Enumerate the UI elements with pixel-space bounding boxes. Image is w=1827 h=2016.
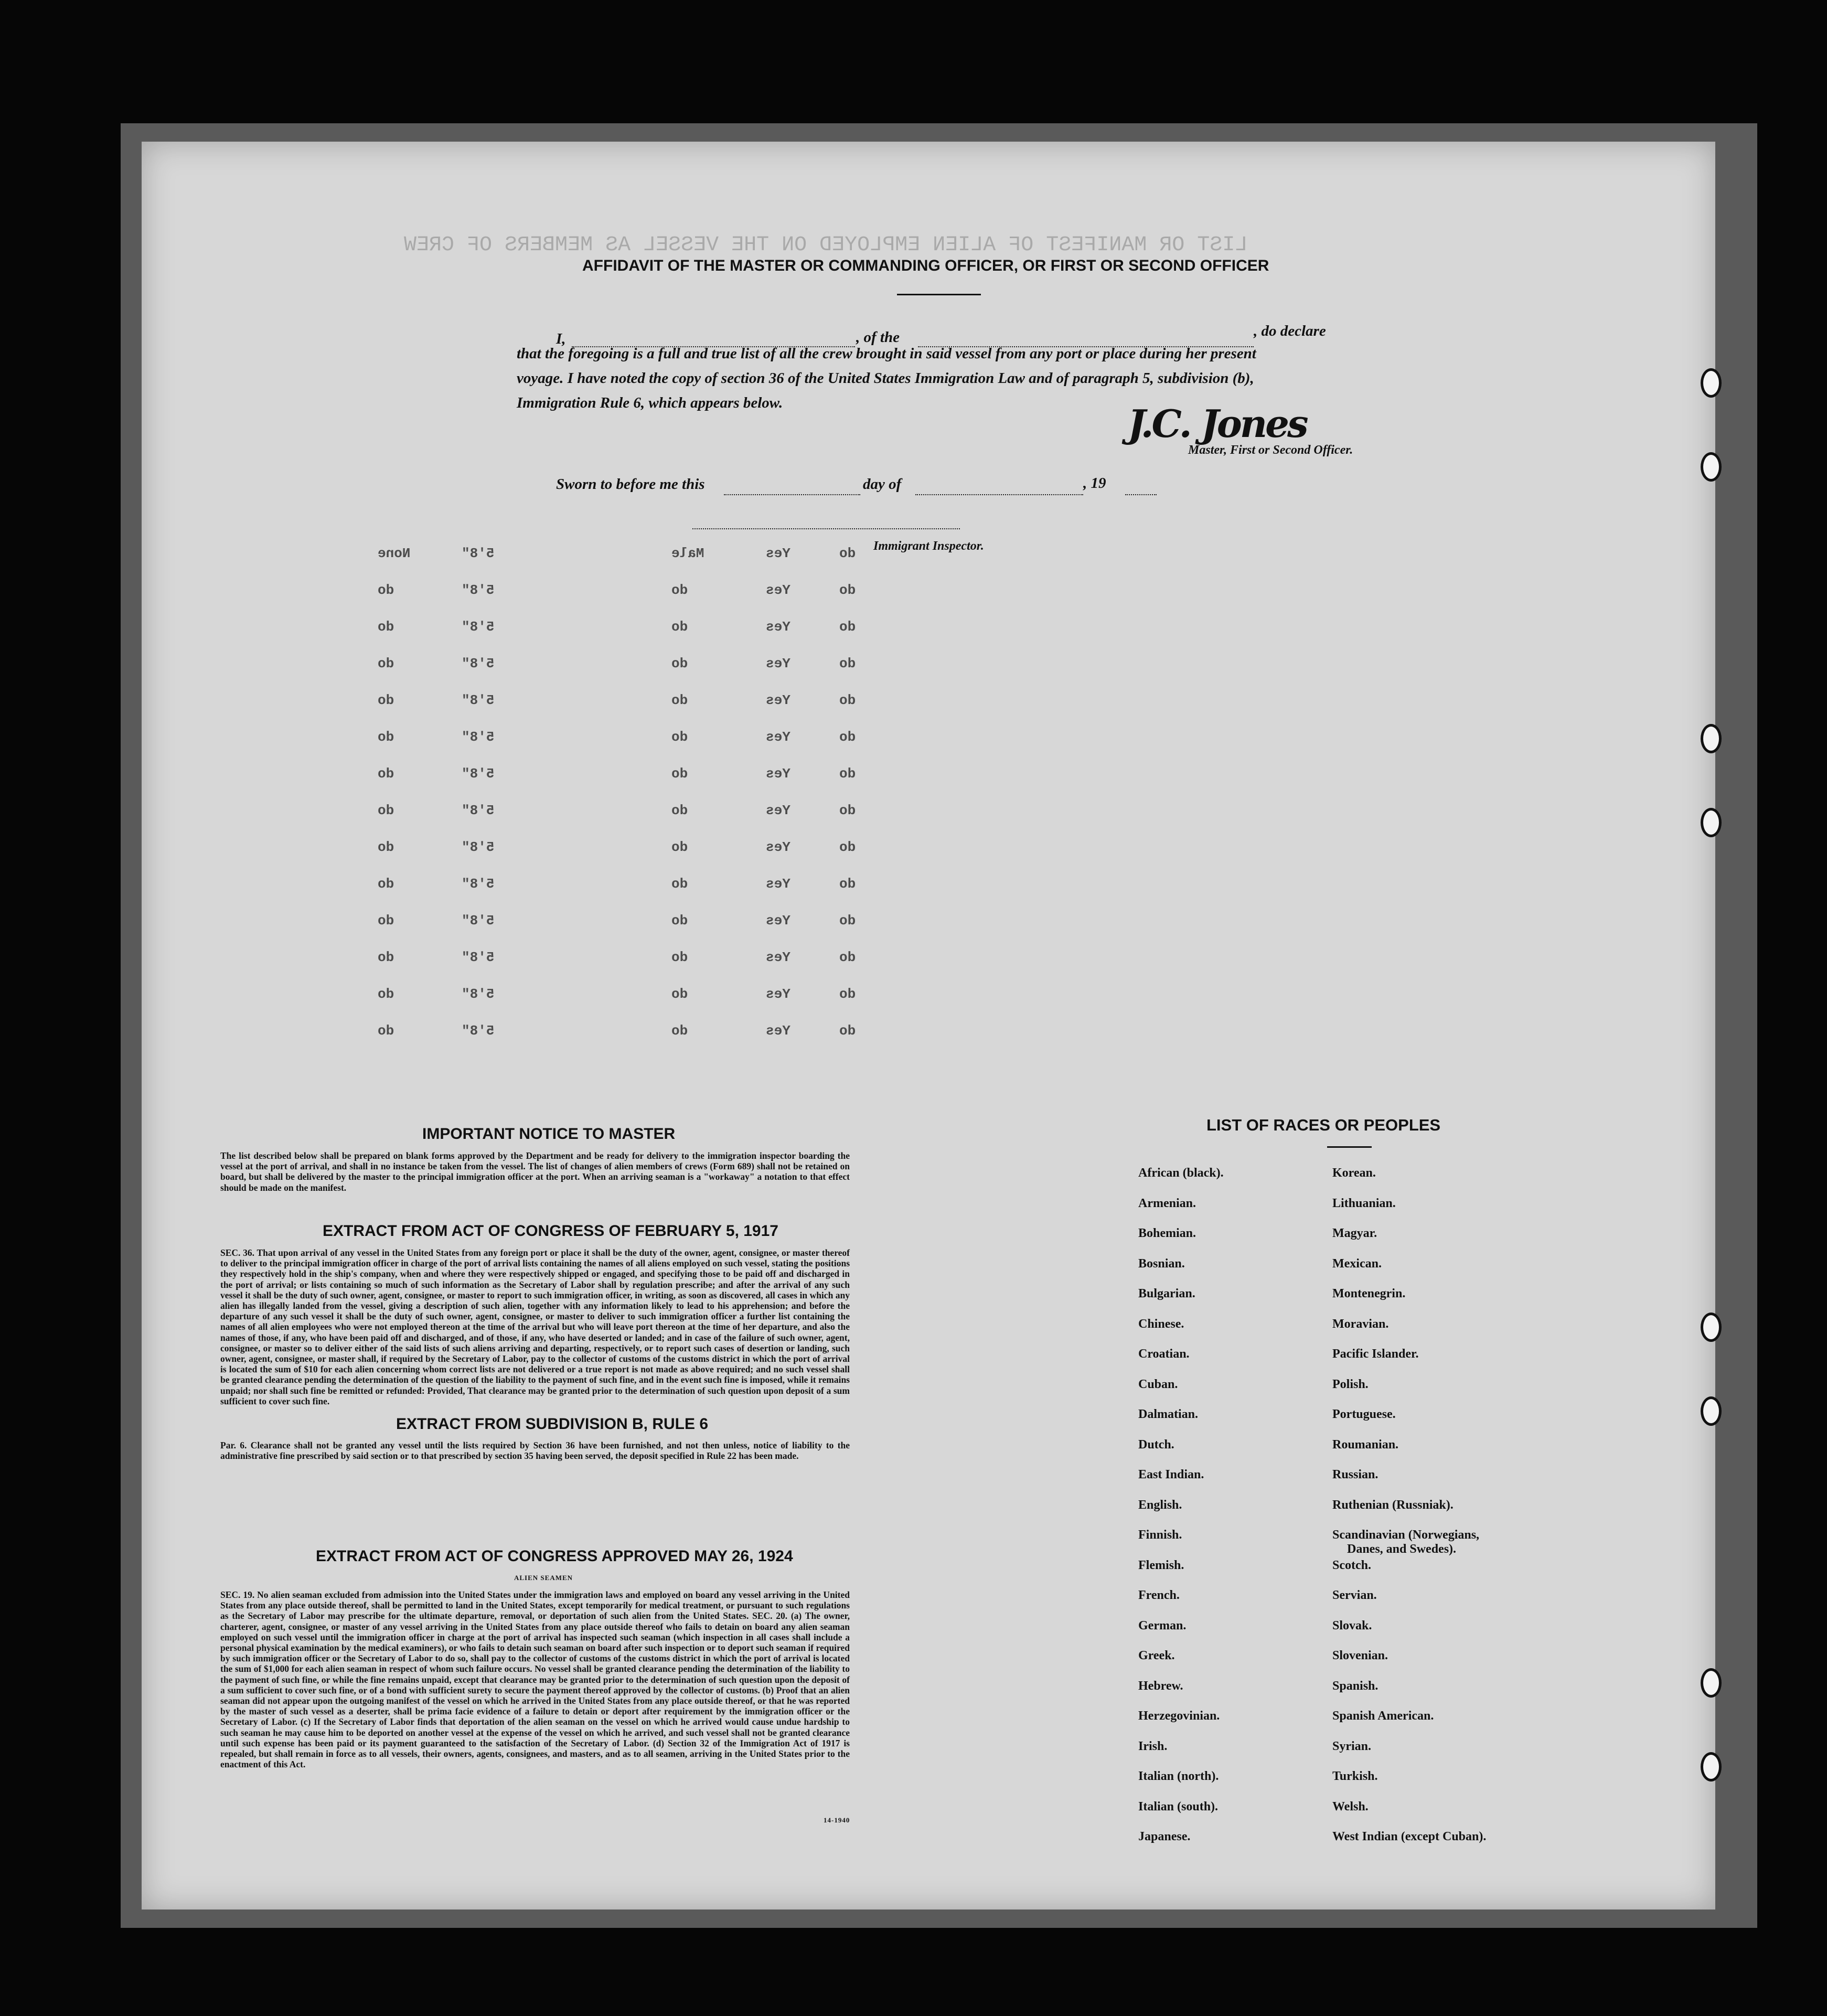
bleed-through-mark: do: [378, 619, 394, 635]
race-item: Italian (north).: [1138, 1769, 1219, 1783]
sworn-day-blank: [724, 494, 860, 495]
bleed-through-mark: Yes: [766, 656, 790, 671]
race-item: Bohemian.: [1138, 1226, 1196, 1240]
bleed-through-mark: do: [839, 839, 856, 855]
race-item: Croatian.: [1138, 1347, 1190, 1361]
inspector-caption: Immigrant Inspector.: [873, 539, 984, 553]
race-item: African (black).: [1138, 1166, 1224, 1180]
race-item: Italian (south).: [1138, 1799, 1219, 1814]
bleed-through-mark: do: [378, 913, 394, 929]
race-item: Hebrew.: [1138, 1679, 1183, 1693]
bleed-through-mark: do: [378, 766, 394, 782]
bleed-through-mark: Yes: [766, 692, 790, 708]
race-item: Flemish.: [1138, 1558, 1184, 1572]
race-item: Cuban.: [1138, 1377, 1178, 1391]
race-item: Dalmatian.: [1138, 1407, 1198, 1421]
race-item: Chinese.: [1138, 1317, 1184, 1331]
signature-caption: Master, First or Second Officer.: [1188, 443, 1353, 457]
race-item: Montenegrin.: [1332, 1287, 1406, 1300]
bleed-through-mark: do: [378, 582, 394, 598]
bleed-through-mark: Yes: [766, 913, 790, 929]
races-right-column: [1332, 1166, 1486, 1860]
bleed-through-mark: Male: [671, 546, 704, 561]
bleed-through-mark: do: [378, 656, 394, 671]
bleed-through-mark: do: [378, 986, 394, 1002]
bleed-through-mark: do: [378, 839, 394, 855]
sworn-month-blank: [915, 494, 1083, 495]
bleed-through-mark: Yes: [766, 546, 790, 561]
bleed-through-mark: do: [671, 729, 688, 745]
declaration-of-the: , of the: [856, 329, 900, 346]
inspector-signature-line: [692, 528, 960, 529]
bleed-through-mark: Yes: [766, 803, 790, 818]
bleed-through-mark: do: [378, 876, 394, 892]
race-item: Moravian.: [1332, 1317, 1389, 1331]
bleed-through-mark: do: [839, 986, 856, 1002]
declaration-declare: , do declare: [1254, 323, 1326, 339]
title-underline: [897, 294, 981, 295]
rule-6-body: Par. 6. Clearance shall not be granted any vessel until the lists required by Section 36 have been furnished, and not then unless, notice of liability to the administrative fine prescribed by said section or to that prescribed by section 35 having been served, the deposit specified in Rule 22 has been made.: [220, 1440, 850, 1462]
act-1924-subtitle: ALIEN SEAMEN: [514, 1574, 573, 1582]
bleed-through-mark: do: [839, 876, 856, 892]
binder-hole: [1701, 452, 1722, 482]
binder-hole: [1701, 724, 1722, 753]
race-item: Polish.: [1332, 1377, 1369, 1391]
sworn-year-blank: [1125, 494, 1157, 495]
race-item: Irish.: [1138, 1739, 1168, 1753]
bleed-through-mark: do: [671, 692, 688, 708]
sworn-prefix: Sworn to before me this: [556, 476, 705, 493]
bleed-through-mark: do: [378, 1023, 394, 1039]
bleed-through-mark: do: [671, 986, 688, 1002]
bleed-through-mark: do: [671, 950, 688, 965]
bleed-through-mark: Yes: [766, 766, 790, 782]
race-item: Spanish American.: [1332, 1709, 1434, 1723]
bleed-through-mark: do: [839, 950, 856, 965]
race-item: [1332, 1528, 1486, 1559]
binder-hole: [1701, 1313, 1722, 1342]
bleed-through-mark: 5'8": [462, 986, 495, 1002]
bleed-through-mark: do: [839, 729, 856, 745]
bleed-through-mark: Yes: [766, 729, 790, 745]
bleed-through-mark: do: [839, 692, 856, 708]
race-item: Ruthenian (Russniak).: [1332, 1498, 1454, 1512]
bleed-through-mark: 5'8": [462, 913, 495, 929]
sworn-year: , 19: [1083, 475, 1106, 492]
race-item: Greek.: [1138, 1649, 1175, 1662]
race-item: Syrian.: [1332, 1739, 1372, 1753]
bleed-through-mark: 5'8": [462, 876, 495, 892]
declaration-line-2: that the foregoing is a full and true list of all the crew brought in said vessel from any port or place during her present: [517, 345, 1256, 362]
form-number: 14-1940: [824, 1816, 850, 1824]
notice-body: The list described below shall be prepared on blank forms approved by the Department and be ready for delivery to the immigration inspector boarding the vessel at the port of arrival, and shall in no instance be taken from the vessel. The list of changes of alien members of crews (Form 689) shall not be retained on board, but shall be delivered by the master to the principal immigration officer at the port. When an arriving seaman is a "workaway" a notation to that effect should be made on the manifest.: [220, 1150, 850, 1193]
race-item: English.: [1138, 1498, 1182, 1512]
race-item: Servian.: [1332, 1588, 1377, 1602]
race-item: Magyar.: [1332, 1226, 1377, 1240]
race-item: Welsh.: [1332, 1799, 1369, 1814]
bleed-through-mark: do: [839, 913, 856, 929]
act-1917-title: EXTRACT FROM ACT OF CONGRESS OF FEBRUARY 5, 1917: [323, 1222, 778, 1240]
bleed-through-mark: Yes: [766, 582, 790, 598]
bleed-through-mark: do: [671, 1023, 688, 1039]
act-1924-title: EXTRACT FROM ACT OF CONGRESS APPROVED MAY 26, 1924: [316, 1548, 793, 1565]
race-item: Korean.: [1332, 1166, 1376, 1180]
bleed-through-mark: Yes: [766, 619, 790, 635]
bleed-through-mark: do: [839, 656, 856, 671]
sworn-day-of: day of: [863, 476, 902, 493]
bleed-through-mark: 5'8": [462, 839, 495, 855]
act-1924-body: SEC. 19. No alien seaman excluded from admission into the United States under the immigration laws and employed on board any vessel arriving in the United States from any place outside thereof, shall be permitted to land in the United States, except temporarily for medical treatment, or pursuant to such regulations as the Secretary of Labor may prescribe for the ultimate departure, removal, or deportation of such alien from the United States. SEC. 20. (a) The owner, charterer, agent, consignee, or master of any vessel arriving in the United States from any place outside thereof who fails to detain on board any alien seaman employed on such vessel until the immigration officer in charge at the port of arrival has inspected such seaman (which inspection in all cases shall include a personal physical examination by the medical examiners), or who fails to detain such seaman on board after such inspection or to deport such seaman if required by such immigration officer or the Secretary of Labor to do so, shall pay to the collector of customs of the customs district in which the port of arrival is located the sum of $1,000 for each alien seaman in respect of whom such failure occurs. No vessel shall be granted clearance pending the determination of the liability to the payment of such fine, or while the fine remains unpaid, except that clearance may be granted prior to the determination of such question upon the deposit of a sum sufficient to cover such fine, or of a bond with sufficient surety to secure the payment thereof approved by the collector of customs. (b) Proof that an alien seaman did not appear upon the outgoing manifest of the vessel on which he arrived in the United States from any place outside thereof, or that he was reported by the master of such vessel as a deserter, shall be prima facie evidence of a failure to detain or deport after requirement by the immigration officer or the Secretary of Labor. (c) If the Secretary of Labor finds that deportation of the alien seaman on the vessel on which he arrived would cause undue hardship to such seaman he may cause him to be deported on another vessel at the expense of the vessel on which he arrived, and such vessel shall not be granted clearance until such expense has been paid or its payment guaranteed to the satisfaction of the Secretary of Labor. (d) Section 32 of the Immigration Act of 1917 is repealed, but shall remain in force as to all vessels, their owners, agents, consignees, and masters, and as to all seamen, arriving in the United States prior to the enactment of this Act.: [220, 1590, 850, 1770]
declaration-line-4: Immigration Rule 6, which appears below.: [517, 394, 783, 411]
bleed-through-mark: do: [378, 950, 394, 965]
race-item: Mexican.: [1332, 1256, 1382, 1271]
bleed-through-mark: 5'8": [462, 950, 495, 965]
bleed-through-mark: do: [839, 803, 856, 818]
race-item: Japanese.: [1138, 1830, 1191, 1843]
bleed-through-mark: 5'8": [462, 1023, 495, 1039]
race-item: Dutch.: [1138, 1437, 1174, 1452]
race-item: Armenian.: [1138, 1196, 1196, 1210]
bleed-through-mark: do: [671, 803, 688, 818]
binder-hole: [1701, 368, 1722, 398]
manifest-page-back: [142, 142, 1715, 1910]
bleed-through-mark: do: [839, 619, 856, 635]
declaration-i: I,: [556, 330, 566, 347]
race-item: Turkish.: [1332, 1769, 1378, 1783]
race-item: Herzegovinian.: [1138, 1709, 1220, 1723]
bleed-through-mark: do: [378, 692, 394, 708]
bleed-through-mark: 5'8": [462, 546, 495, 561]
notice-title: IMPORTANT NOTICE TO MASTER: [422, 1125, 676, 1143]
bleed-through-mark: do: [839, 1023, 856, 1039]
race-item: German.: [1138, 1618, 1187, 1633]
bleed-through-mark: do: [671, 839, 688, 855]
bleed-through-title: LIST OR MANIFEST OF ALIEN EMPLOYED ON THE VESSEL AS MEMBERS OF CREW: [404, 233, 1248, 257]
race-item: Slovak.: [1332, 1618, 1372, 1633]
bleed-through-mark: 5'8": [462, 656, 495, 671]
race-item: Pacific Islander.: [1332, 1347, 1419, 1361]
races-left-column: [1138, 1166, 1224, 1860]
bleed-through-mark: Yes: [766, 1023, 790, 1039]
binder-hole: [1701, 808, 1722, 837]
bleed-through-mark: do: [378, 729, 394, 745]
bleed-through-mark: do: [671, 619, 688, 635]
race-item: Spanish.: [1332, 1679, 1379, 1693]
bleed-through-mark: do: [378, 803, 394, 818]
bleed-through-mark: Yes: [766, 876, 790, 892]
race-item: Portuguese.: [1332, 1407, 1396, 1421]
bleed-through-mark: 5'8": [462, 619, 495, 635]
bleed-through-mark: do: [839, 582, 856, 598]
race-item-line: Danes, and Swedes).: [1347, 1542, 1457, 1556]
binder-hole: [1701, 1396, 1722, 1426]
binder-hole: [1701, 1752, 1722, 1782]
races-title: LIST OF RACES OR PEOPLES: [1206, 1116, 1441, 1134]
race-item: West Indian (except Cuban).: [1332, 1830, 1487, 1843]
bleed-through-mark: Yes: [766, 950, 790, 965]
bleed-through-mark: 5'8": [462, 766, 495, 782]
bleed-through-mark: 5'8": [462, 803, 495, 818]
rule-6-title: EXTRACT FROM SUBDIVISION B, RULE 6: [396, 1415, 709, 1433]
bleed-through-mark: 5'8": [462, 582, 495, 598]
race-item: Lithuanian.: [1332, 1196, 1396, 1210]
bleed-through-mark: Yes: [766, 986, 790, 1002]
bleed-through-mark: do: [839, 546, 856, 561]
bleed-through-mark: do: [671, 766, 688, 782]
declaration-line-3: voyage. I have noted the copy of section 36 of the United States Immigration Law and of paragraph 5, subdivision (b),: [517, 370, 1254, 387]
binder-hole: [1701, 1668, 1722, 1698]
race-item: Scotch.: [1332, 1558, 1371, 1572]
master-signature: J.C. Jones: [1128, 401, 1307, 446]
bleed-through-mark: 5'8": [462, 692, 495, 708]
affidavit-title: AFFIDAVIT OF THE MASTER OR COMMANDING OFFICER, OR FIRST OR SECOND OFFICER: [582, 257, 1269, 274]
bleed-through-mark: Yes: [766, 839, 790, 855]
race-item: East Indian.: [1138, 1468, 1204, 1481]
race-item-line: Scandinavian (Norwegians,: [1332, 1528, 1480, 1542]
race-item: Finnish.: [1138, 1528, 1182, 1542]
bleed-through-mark: do: [839, 766, 856, 782]
bleed-through-mark: None: [378, 546, 411, 561]
bleed-through-mark: do: [671, 582, 688, 598]
bleed-through-mark: do: [671, 913, 688, 929]
race-item: Slovenian.: [1332, 1649, 1388, 1662]
race-item: French.: [1138, 1588, 1180, 1602]
race-item: Bosnian.: [1138, 1256, 1185, 1271]
bleed-through-mark: do: [671, 876, 688, 892]
race-item: Roumanian.: [1332, 1437, 1399, 1452]
bleed-through-mark: do: [671, 656, 688, 671]
races-title-underline: [1327, 1146, 1372, 1148]
race-item: Russian.: [1332, 1468, 1379, 1481]
race-item: Bulgarian.: [1138, 1287, 1195, 1300]
bleed-through-mark: 5'8": [462, 729, 495, 745]
act-1917-body: SEC. 36. That upon arrival of any vessel in the United States from any foreign port or place it shall be the duty of the owner, agent, consignee, or master thereof to deliver to the principal immigration officer in charge of the port of arrival lists containing the names of all aliens employed on such vessel, stating the positions they respectively hold in the ship's company, when and where they were respectively shipped or engaged, and specifying those to be paid off and discharged in the port of arrival; or lists containing so much of such information as the Secretary of Labor shall by regulation prescribe; and after the arrival of any such vessel it shall be the duty of such owner, agent, consignee, or master to report to such immigration officer, in writing, as soon as discovered, all cases in which any alien has illegally landed from the vessel, giving a description of such alien, together with any information likely to lead to his apprehension; and before the departure of any such vessel it shall be the duty of such owner, agent, consignee, or master to deliver to such immigration officer a further list containing the names of all alien employees who were not employed thereon at the time of the arrival but who will leave port thereon at the time of her departure, and also the names of those, if any, who have been paid off and discharged, and of those, if any, who have deserted or landed; and in case of the failure of such owner, agent, consignee, or master so to deliver either of the said lists of such aliens arriving and departing, respectively, or to report such cases of desertion or landing, such owner, agent, consignee, or master shall, if required by the Secretary of Labor, pay to the collector of customs of the customs district in which the port of arrival is located the sum of $10 for each alien concerning whom correct lists are not delivered or a true report is not made as above required; and no such vessel shall be granted clearance pending the determination of the question of the liability to the payment of such fine, and in the event such fine is imposed, while it remains unpaid; nor shall such fine be remitted or refunded: Provided, That clearance may be granted prior to the determination of such question upon deposit of a sum sufficient to cover such fine.: [220, 1247, 850, 1406]
